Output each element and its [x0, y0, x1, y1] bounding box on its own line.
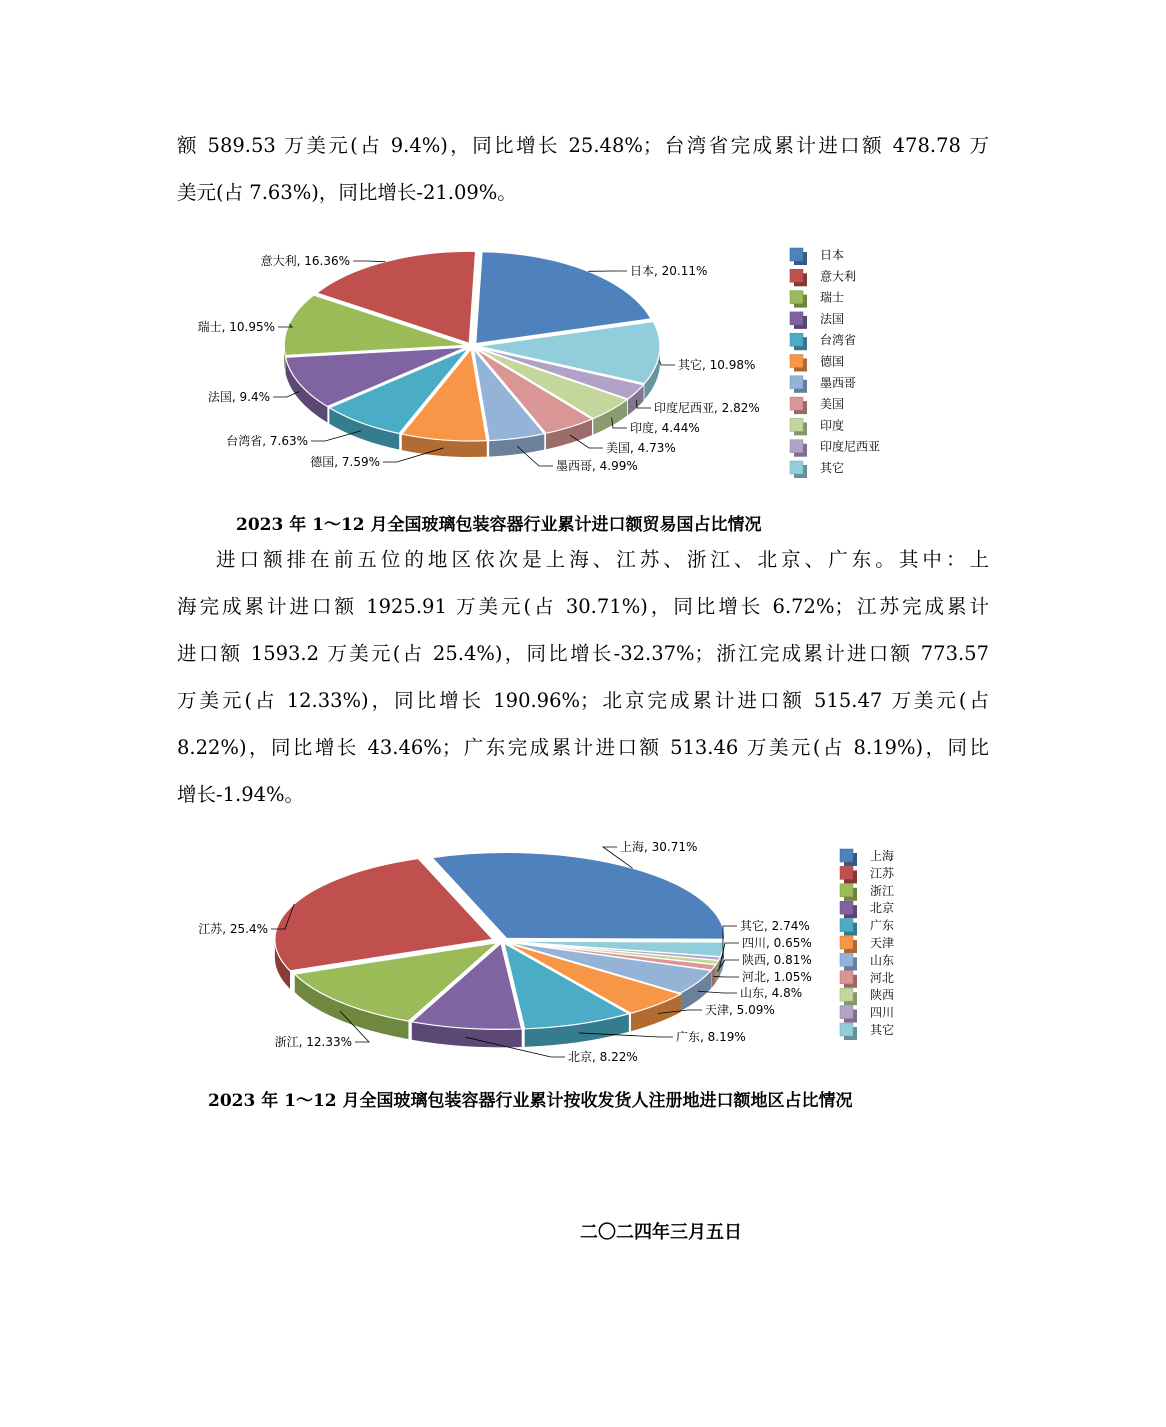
- pie-1-label-瑞士: 瑞士, 10.95%: [197, 320, 275, 334]
- pie-2-label-广东: 广东, 8.19%: [676, 1030, 746, 1044]
- pie-2-legend-swatch-江苏: [840, 866, 853, 879]
- pie-2-label-天津: 天津, 5.09%: [705, 1003, 775, 1017]
- pie-2-legend-swatch-其它: [840, 1023, 853, 1036]
- pie-1-legend-swatch-印度: [790, 418, 803, 431]
- pie-1-label-德国: 德国, 7.59%: [310, 455, 380, 469]
- pie-2-legend-swatch-广东: [840, 919, 853, 932]
- pie-2-label-北京: 北京, 8.22%: [568, 1050, 638, 1064]
- pie-1-legend-label-法国: 法国: [820, 311, 845, 326]
- pie-1-legend-label-德国: 德国: [820, 354, 845, 369]
- pie-1-legend-label-印度: 印度: [820, 418, 845, 433]
- pie-2-legend-label-北京: 北京: [870, 901, 895, 916]
- paragraph-2-line-6: 增长-1.94%。: [177, 783, 305, 806]
- pie-1-label-日本: 日本, 20.11%: [630, 264, 708, 278]
- pie-2-legend-label-江苏: 江苏: [870, 866, 895, 881]
- paragraph-2-line-1: 进口额排在前五位的地区依次是上海、江苏、浙江、北京、广东。其中：上: [216, 548, 989, 571]
- pie-1: [198, 251, 760, 473]
- pie-1-legend: [790, 247, 880, 478]
- pie-1-legend-swatch-台湾省: [790, 333, 803, 346]
- pie-1-legend-label-墨西哥: 墨西哥: [820, 375, 857, 390]
- pie-2-legend-swatch-河北: [840, 971, 853, 984]
- pie-2-legend-swatch-四川: [840, 1006, 853, 1019]
- chart-2-caption: 2023 年 1～12 月全国玻璃包装容器行业累计按收发货人注册地进口额地区占比情况: [208, 1091, 853, 1111]
- pie-2-legend-label-山东: 山东: [870, 953, 895, 968]
- pie-2-legend-swatch-上海: [840, 849, 853, 862]
- pie-2-leader-其它: [723, 926, 737, 958]
- pie-1-legend-swatch-墨西哥: [790, 376, 803, 389]
- pie-1-legend-swatch-日本: [790, 248, 803, 261]
- pie-2-leader-河北: [714, 976, 739, 977]
- pie-1-label-美国: 美国, 4.73%: [606, 441, 676, 455]
- pie-2-legend-label-其它: 其它: [870, 1023, 895, 1037]
- pie-2-legend-label-天津: 天津: [870, 936, 895, 950]
- pie-2-legend-label-上海: 上海: [870, 849, 895, 863]
- pie-1-legend-swatch-印度尼西亚: [790, 440, 803, 453]
- pie-1-legend-swatch-法国: [790, 312, 803, 325]
- pie-1-legend-label-印度尼西亚: 印度尼西亚: [820, 439, 881, 454]
- pie-1-legend-label-美国: 美国: [820, 397, 845, 412]
- pie-1-legend-label-其它: 其它: [820, 461, 845, 475]
- pie-1-legend-swatch-意大利: [790, 269, 803, 282]
- pie-1-legend-swatch-德国: [790, 355, 803, 368]
- paragraph-2-line-5: 8.22%)，同比增长 43.46%；广东完成累计进口额 513.46 万美元(占 8.19%)，同比: [177, 736, 989, 759]
- pie-1-label-印度尼西亚: 印度尼西亚, 2.82%: [654, 401, 760, 415]
- pie-1-legend-swatch-其它: [790, 461, 803, 474]
- paragraph-2-line-2: 海完成累计进口额 1925.91 万美元(占 30.71%)，同比增长 6.72%；江苏完成累计: [177, 595, 989, 618]
- import-by-region-pie-chart: [0, 835, 1166, 1070]
- pie-2-legend-swatch-山东: [840, 953, 853, 966]
- pie-2-label-江苏: 江苏, 25.4%: [198, 922, 268, 936]
- pie-1-legend-label-台湾省: 台湾省: [820, 333, 857, 348]
- chart-1-caption: 2023 年 1～12 月全国玻璃包装容器行业累计进口额贸易国占比情况: [236, 515, 762, 535]
- pie-1-legend-swatch-美国: [790, 397, 803, 410]
- pie-2-label-河北: 河北, 1.05%: [742, 970, 812, 984]
- paragraph-2-line-4: 万美元(占 12.33%)，同比增长 190.96%；北京完成累计进口额 515.47 万美元(占: [177, 689, 989, 712]
- pie-2-label-四川: 四川, 0.65%: [742, 936, 812, 950]
- pie-1-label-意大利: 意大利, 16.36%: [260, 254, 350, 268]
- pie-2-legend-swatch-北京: [840, 901, 853, 914]
- pie-2-label-其它: 其它, 2.74%: [740, 919, 810, 933]
- document-date: 二〇二四年三月五日: [580, 1222, 742, 1243]
- paragraph-2: [177, 536, 989, 818]
- pie-2: [198, 839, 812, 1064]
- pie-1-label-台湾省: 台湾省, 7.63%: [226, 434, 308, 448]
- pie-2-legend-swatch-天津: [840, 936, 853, 949]
- pie-2-label-上海: 上海, 30.71%: [620, 840, 698, 854]
- pie-1-leader-其它: [660, 361, 675, 365]
- pie-2-legend-label-河北: 河北: [870, 970, 895, 985]
- pie-1-label-法国: 法国, 9.4%: [207, 390, 270, 404]
- pie-2-label-山东: 山东, 4.8%: [740, 986, 803, 1000]
- pie-1-legend-label-意大利: 意大利: [820, 269, 857, 284]
- pie-2-legend-swatch-浙江: [840, 884, 853, 897]
- pie-1-legend-swatch-瑞士: [790, 291, 803, 304]
- pie-2-legend-swatch-陕西: [840, 988, 853, 1001]
- paragraph-1: [177, 122, 989, 216]
- import-by-country-pie-chart: [0, 236, 1166, 486]
- pie-1-legend-label-瑞士: 瑞士: [820, 290, 845, 305]
- pie-1-label-墨西哥: 墨西哥, 4.99%: [556, 459, 638, 473]
- pie-1-legend-label-日本: 日本: [820, 248, 845, 262]
- pie-2-legend-label-广东: 广东: [870, 918, 895, 933]
- pie-2-label-浙江: 浙江, 12.33%: [274, 1035, 352, 1049]
- pie-2-legend-label-浙江: 浙江: [870, 883, 895, 898]
- pie-2-label-陕西: 陕西, 0.81%: [742, 953, 812, 967]
- paragraph-1-line-2: 美元(占 7.63%)，同比增长-21.09%。: [177, 181, 517, 204]
- pie-2-legend: [840, 848, 895, 1040]
- pie-2-legend-label-陕西: 陕西: [870, 988, 895, 1003]
- paragraph-1-line-1: 额 589.53 万美元(占 9.4%)，同比增长 25.48%；台湾省完成累计进口额 478.78 万: [177, 134, 989, 157]
- pie-1-label-印度: 印度, 4.44%: [630, 421, 700, 435]
- paragraph-2-line-3: 进口额 1593.2 万美元(占 25.4%)，同比增长-32.37%；浙江完成累计进口额 773.57: [177, 642, 989, 665]
- pie-1-label-其它: 其它, 10.98%: [678, 358, 756, 372]
- pie-2-legend-label-四川: 四川: [870, 1005, 895, 1020]
- pie-1-leader-意大利: [353, 261, 385, 262]
